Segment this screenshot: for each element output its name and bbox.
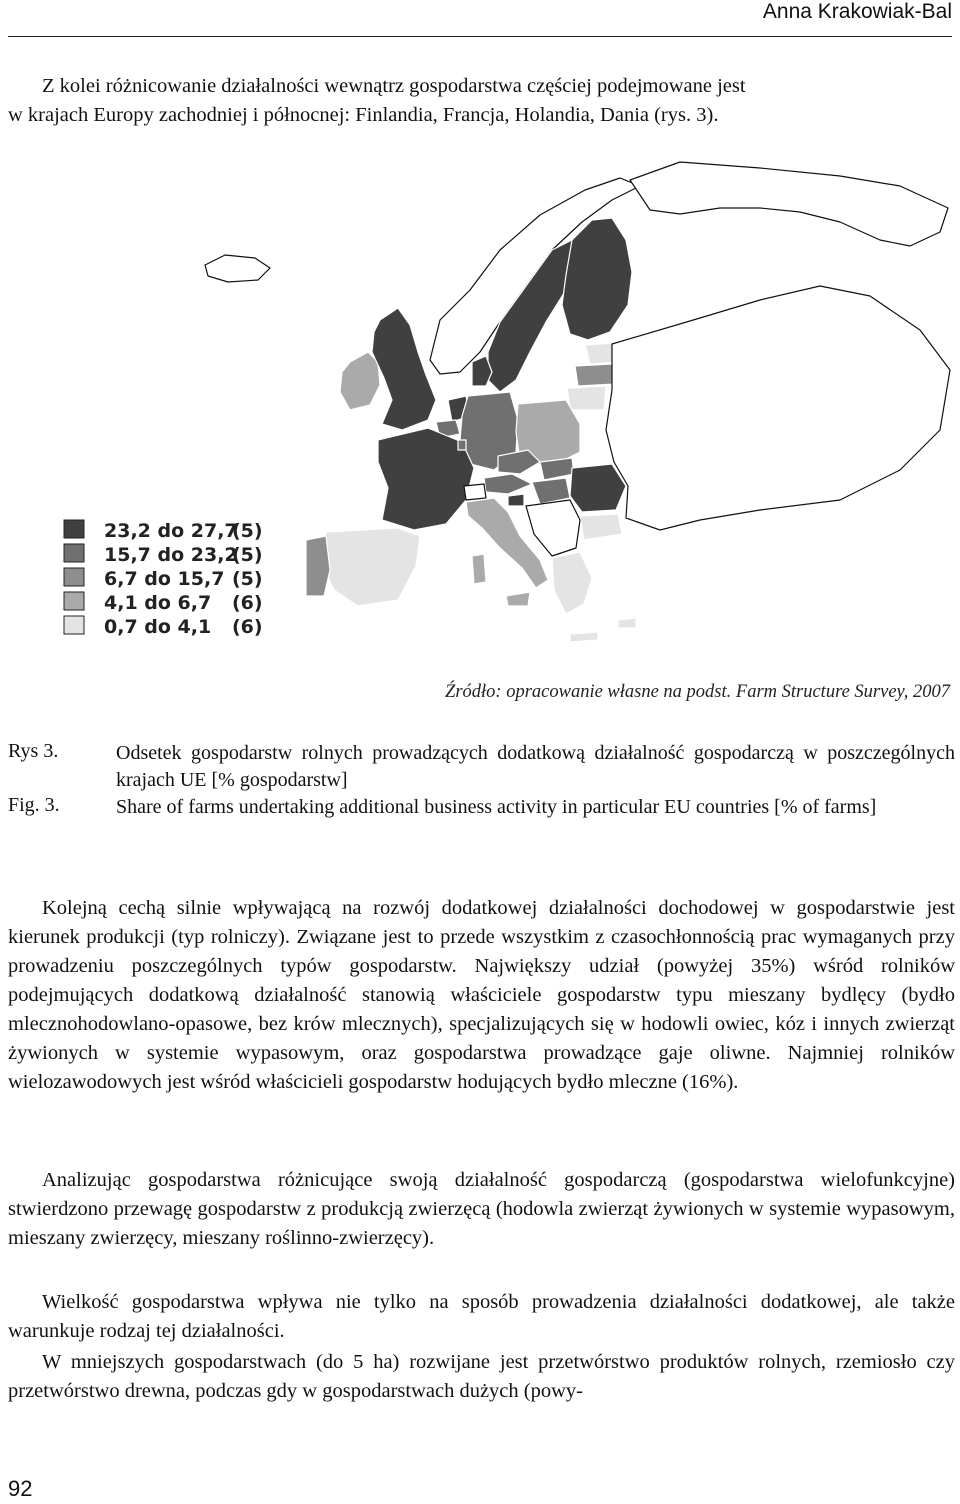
region-switzerland: [464, 484, 486, 500]
legend-count-4: (6): [232, 592, 263, 614]
caption-text-en: Share of farms undertaking additional business activity in particular EU countries [% of farms]: [116, 796, 877, 818]
region-crete: [570, 632, 598, 642]
region-eastern-europe: [606, 286, 950, 530]
region-cyprus: [618, 618, 636, 628]
legend-range-5: 0,7 do 4,1: [104, 616, 212, 638]
legend-range-2: 15,7 do 23,2: [104, 544, 238, 566]
legend-count-2: (5): [232, 544, 263, 566]
region-greece: [552, 552, 592, 614]
legend-count-1: (5): [232, 520, 263, 542]
legend-swatch-4: [64, 592, 84, 610]
legend-range-1: 23,2 do 27,7: [104, 520, 238, 542]
region-spain: [320, 528, 420, 606]
legend-swatch-2: [64, 544, 84, 562]
caption-label-en: Fig. 3.: [8, 794, 60, 816]
body-paragraph-2: Analizując gospodarstwa różnicujące swoją działalność gospodarczą (gospodarstwa wielofunkcyjne) stwierdzono przewagę gospodarstw z produkcją zwierzęcą (hodowla zwierząt żywionych w systemie wypasowym, mieszany zwierzęcy, mieszany roślinno-zwierzęcy).: [8, 1169, 955, 1249]
region-ireland: [340, 352, 380, 410]
caption-label-pl: Rys 3.: [8, 740, 59, 762]
body-paragraph-3: Wielkość gospodarstwa wpływa nie tylko na sposób prowadzenia działalności dodatkowej, ale także warunkuje rodzaj tej działalności.: [8, 1291, 955, 1342]
caption-text-pl: Odsetek gospodarstw rolnych prowadzących dodatkową działalność gospodarczą w poszczególnych krajach UE [% gospodarstw]: [116, 742, 955, 791]
region-luxembourg: [458, 440, 466, 450]
region-lithuania: [567, 386, 606, 410]
region-portugal: [306, 536, 330, 596]
region-sicily: [506, 592, 530, 606]
header-rule: [8, 36, 952, 37]
region-hungary: [532, 478, 570, 504]
region-romania: [570, 464, 626, 512]
region-balkans: [526, 500, 580, 556]
region-uk: [372, 308, 436, 430]
region-slovakia: [540, 458, 574, 480]
legend-count-3: (5): [232, 568, 263, 590]
region-finland: [562, 218, 632, 340]
page-number: 92: [8, 1476, 33, 1501]
region-iceland: [205, 255, 270, 282]
intro-line-1: Z kolei różnicowanie działalności wewnątrz gospodarstwa częściej podejmowane jest: [42, 75, 746, 97]
legend-count-5: (6): [232, 616, 263, 638]
region-austria: [484, 474, 532, 494]
figure-source: Źródło: opracowanie własne na podst. Farm Structure Survey, 2007: [445, 682, 950, 702]
region-bulgaria: [580, 514, 622, 540]
legend-range-4: 4,1 do 6,7: [104, 592, 212, 614]
legend-swatch-5: [64, 616, 84, 634]
body-paragraph-1: Kolejną cechą silnie wpływającą na rozwój dodatkowej działalności dochodowej w gospodarstwie jest kierunek produkcji (typ rolniczy). Związane jest to przede wszystkim z czasochłonnością prac wymaganych przy prowadzeniu poszczególnych typów gospodarstw. Największy udział (powyżej 35%) wśród rolników podejmujących dodatkową działalność stanowią właściciele gospodarstw typu mieszany bydlęcy (bydło mlecznohodowlano-opasowe, bez krów mlecznych), specjalizujących się w hodowli owiec, kóz i innych zwierząt żywionych w systemie wypasowym, oraz gospodarstwa prowadzące gaje oliwne. Najmniej rolników wielozawodowych jest wśród właścicieli gospodarstw hodujących bydło mleczne (16%).: [8, 897, 955, 1093]
region-sardinia: [472, 554, 486, 584]
legend-swatch-3: [64, 568, 84, 586]
legend-range-3: 6,7 do 15,7: [104, 568, 225, 590]
map-legend: [64, 520, 263, 638]
region-norwegian-coast: [630, 162, 948, 246]
region-latvia: [575, 364, 616, 386]
intro-line-2: w krajach Europy zachodniej i północnej: Finlandia, Francja, Holandia, Dania (rys. 3).: [8, 104, 719, 126]
legend-swatch-1: [64, 520, 84, 538]
running-header-author: Anna Krakowiak-Bal: [762, 0, 952, 23]
body-paragraph-4: W mniejszych gospodarstwach (do 5 ha) rozwijane jest przetwórstwo produktów rolnych, rzemiosło czy przetwórstwo drewna, podczas gdy w gospodarstwach dużych (powy-: [8, 1351, 955, 1402]
intro-paragraph: [8, 72, 955, 130]
region-slovenia: [508, 494, 524, 506]
eu-choropleth-map: [50, 150, 960, 670]
